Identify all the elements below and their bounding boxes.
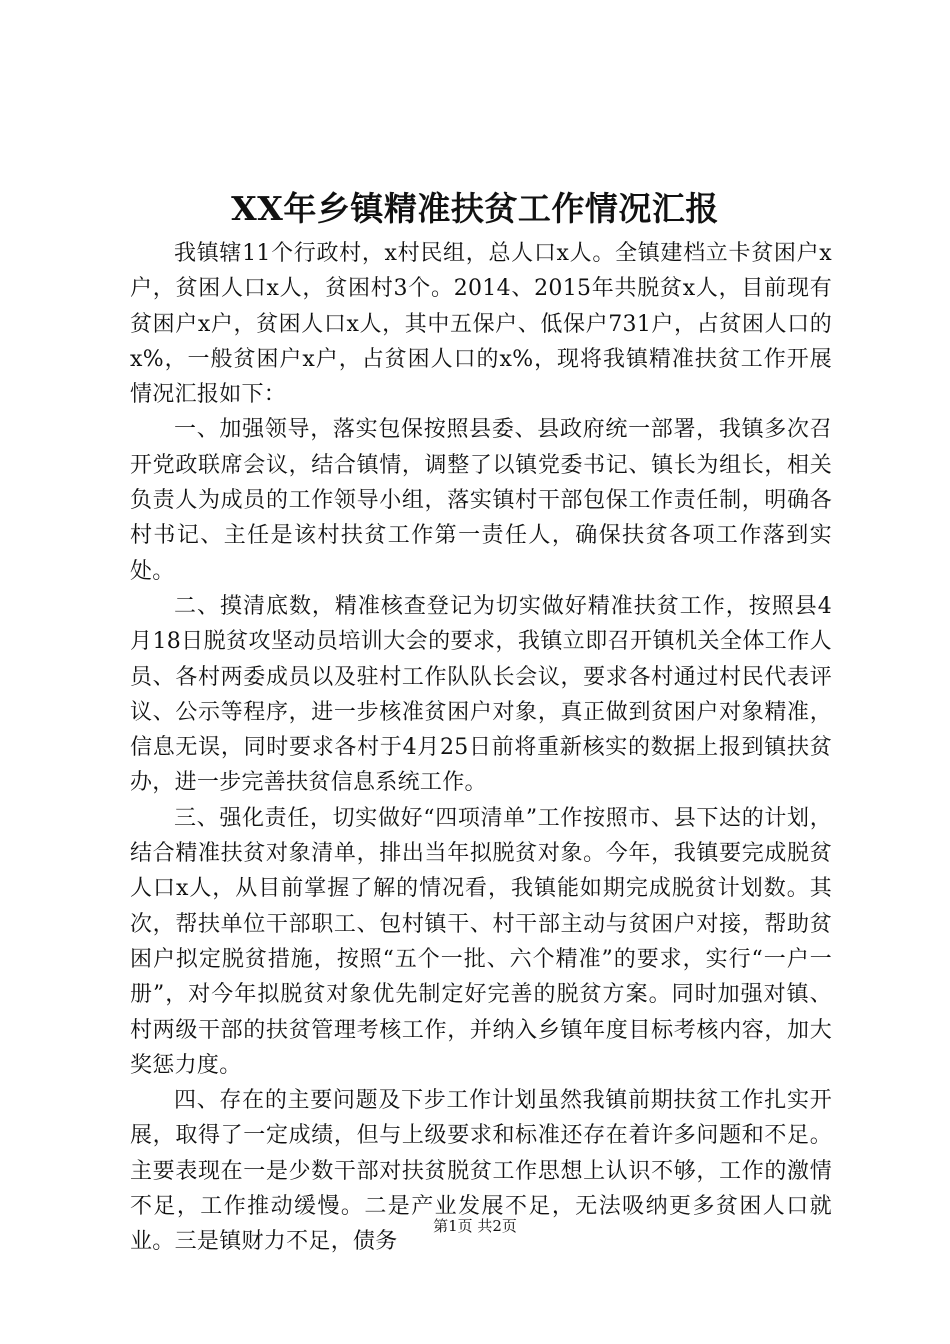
- paragraph-section-4: 四、存在的主要问题及下步工作计划虽然我镇前期扶贫工作扎实开展，取得了一定成绩，但与上级要求和标准还存在着许多问题和不足。主要表现在一是少数干部对扶贫脱贫工作思想上认识不够，工作的激情不足，工作推动缓慢。二是产业发展不足，无法吸纳更多贫困人口就业。三是镇财力不足，债务: [130, 1088, 832, 1255]
- paragraph-section-1: 一、加强领导，落实包保按照县委、县政府统一部署，我镇多次召开党政联席会议，结合镇情，调整了以镇党委书记、镇长为组长，相关负责人为成员的工作领导小组，落实镇村干部包保工作责任制，明确各村书记、主任是该村扶贫工作第一责任人，确保扶贫各项工作落到实处。: [130, 417, 832, 584]
- paragraph-section-3: 三、强化责任，切实做好“四项清单”工作按照市、县下达的计划，结合精准扶贫对象清单，排出当年拟脱贫对象。今年，我镇要完成脱贫人口x人，从目前掌握了解的情况看，我镇能如期完成脱贫计划数。其次，帮扶单位干部职工、包村镇干、村干部主动与贫困户对接，帮助贫困户拟定脱贫措施，按照“五个一批、六个精准”的要求，实行“一户一册”，对今年拟脱贫对象优先制定好完善的脱贫方案。同时加强对镇、村两级干部的扶贫管理考核工作，并纳入乡镇年度目标考核内容，加大奖惩力度。: [130, 805, 832, 1078]
- paragraph-intro: 我镇辖11个行政村，x村民组，总人口x人。全镇建档立卡贫困户x户，贫困人口x人，贫困村3个。2014、2015年共脱贫x人，目前现有贫困户x户，贫困人口x人，其中五保户、低保户731户，占贫困人口的x%，一般贫困户x户，占贫困人口的x%，现将我镇精准扶贫工作开展情况汇报如下：: [130, 241, 832, 408]
- document-body: [130, 236, 832, 1260]
- page-number-footer: 第1页 共2页: [433, 1217, 517, 1235]
- document-title: XX年乡镇精准扶贫工作情况汇报: [231, 189, 719, 228]
- paragraph-section-2: 二、摸清底数，精准核查登记为切实做好精准扶贫工作，按照县4月18日脱贫攻坚动员培训大会的要求，我镇立即召开镇机关全体工作人员、各村两委成员以及驻村工作队队长会议，要求各村通过村民代表评议、公示等程序，进一步核准贫困户对象，真正做到贫困户对象精准，信息无误，同时要求各村于4月25日前将重新核实的数据上报到镇扶贫办，进一步完善扶贫信息系统工作。: [130, 593, 832, 796]
